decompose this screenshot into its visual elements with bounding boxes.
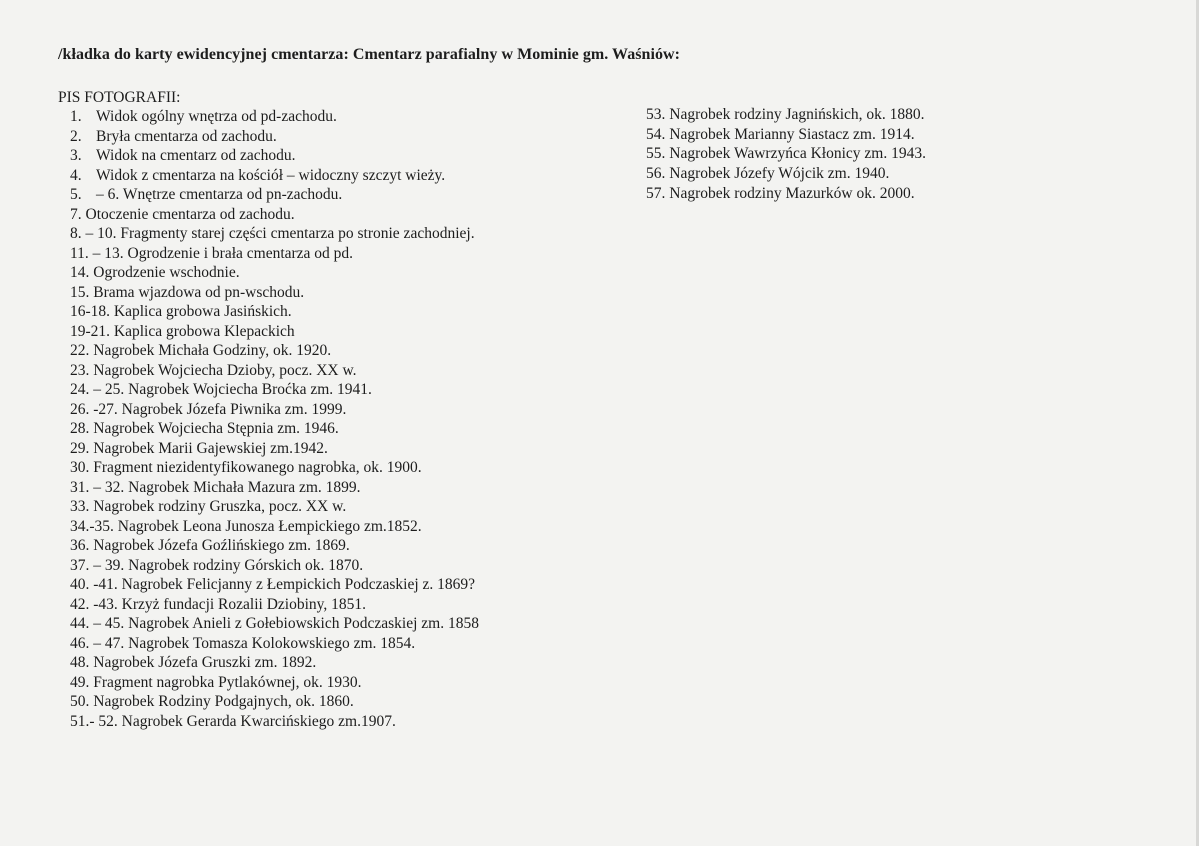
list-item: 16-18. Kaplica grobowa Jasińskich. — [70, 303, 292, 320]
list-item: 22. Nagrobek Michała Godziny, ok. 1920. — [70, 342, 332, 359]
document-heading: /kładka do karty ewidencyjnej cmentarza: Cmentarz parafialny w Mominie gm. Waśniów: — [58, 46, 681, 63]
list-item: 2. Bryła cmentarza od zachodu. — [70, 127, 277, 145]
list-item: 42. -43. Krzyż fundacji Rozalii Dziobiny, 1851. — [70, 595, 367, 613]
list-item: 55. Nagrobek Wawrzyńca Kłonicy zm. 1943. — [646, 145, 926, 163]
list-item: 37. – 39. Nagrobek rodziny Górskich ok. 1870. — [70, 556, 364, 574]
list-item: 30. Fragment niezidentyfikowanego nagrobka, ok. 1900. — [70, 459, 422, 476]
list-item: 54. Nagrobek Marianny Siastacz zm. 1914. — [646, 125, 915, 143]
list-item: 57. Nagrobek rodziny Mazurków ok. 2000. — [646, 184, 915, 202]
photo-list-left — [70, 107, 479, 731]
list-item: 23. Nagrobek Wojciecha Dzioby, pocz. XX w. — [70, 361, 357, 379]
list-item: 40. -41. Nagrobek Felicjanny z Łempickich Podczaskiej z. 1869? — [70, 576, 476, 593]
list-item: 34.-35. Nagrobek Leona Junosza Łempickiego zm.1852. — [70, 517, 422, 535]
list-item: 44. – 45. Nagrobek Anieli z Gołebiowskich Podczaskiej zm. 1858 — [70, 615, 479, 632]
list-item: 31. – 32. Nagrobek Michała Mazura zm. 1899. — [70, 478, 361, 496]
photo-list-right — [646, 105, 926, 203]
list-item: 36. Nagrobek Józefa Goźlińskiego zm. 1869. — [70, 537, 350, 554]
list-item: 29. Nagrobek Marii Gajewskiej zm.1942. — [70, 439, 328, 457]
list-item: 14. Ogrodzenie wschodnie. — [70, 264, 240, 281]
list-item: 11. – 13. Ogrodzenie i brała cmentarza od pd. — [70, 244, 354, 262]
list-item: 49. Fragment nagrobka Pytlakównej, ok. 1930. — [70, 673, 362, 691]
list-item: 53. Nagrobek rodziny Jagnińskich, ok. 1880. — [646, 106, 925, 123]
list-item: 48. Nagrobek Józefa Gruszki zm. 1892. — [70, 654, 317, 671]
list-item: 15. Brama wjazdowa od pn-wschodu. — [70, 283, 305, 301]
list-item: 26. -27. Nagrobek Józefa Piwnika zm. 1999. — [70, 400, 347, 418]
list-item: 50. Nagrobek Rodziny Podgajnych, ok. 1860. — [70, 693, 354, 710]
list-item: 4. Widok z cmentarza na kościół – widoczny szczyt wieży. — [70, 166, 446, 184]
list-item: 33. Nagrobek rodziny Gruszka, pocz. XX w. — [70, 498, 347, 515]
list-item: 5. – 6. Wnętrze cmentarza od pn-zachodu. — [70, 186, 343, 203]
section-title: PIS FOTOGRAFII: — [58, 89, 181, 106]
list-item: 51.- 52. Nagrobek Gerarda Kwarcińskiego zm.1907. — [70, 712, 396, 730]
list-item: 1. Widok ogólny wnętrza od pd-zachodu. — [70, 108, 337, 125]
list-item: 19-21. Kaplica grobowa Klepackich — [70, 322, 295, 340]
list-item: 56. Nagrobek Józefy Wójcik zm. 1940. — [646, 165, 890, 183]
list-item: 24. – 25. Nagrobek Wojciecha Brоćka zm. 1941. — [70, 381, 372, 398]
list-item: 3. Widok na cmentarz od zachodu. — [70, 147, 296, 164]
list-item: 46. – 47. Nagrobek Tomasza Kolokowskiego zm. 1854. — [70, 634, 416, 652]
list-item: 28. Nagrobek Wojciecha Stępnia zm. 1946. — [70, 420, 339, 437]
list-item: 8. – 10. Fragmenty starej części cmentarza po stronie zachodniej. — [70, 225, 475, 242]
list-item: 7. Otoczenie cmentarza od zachodu. — [70, 205, 295, 223]
